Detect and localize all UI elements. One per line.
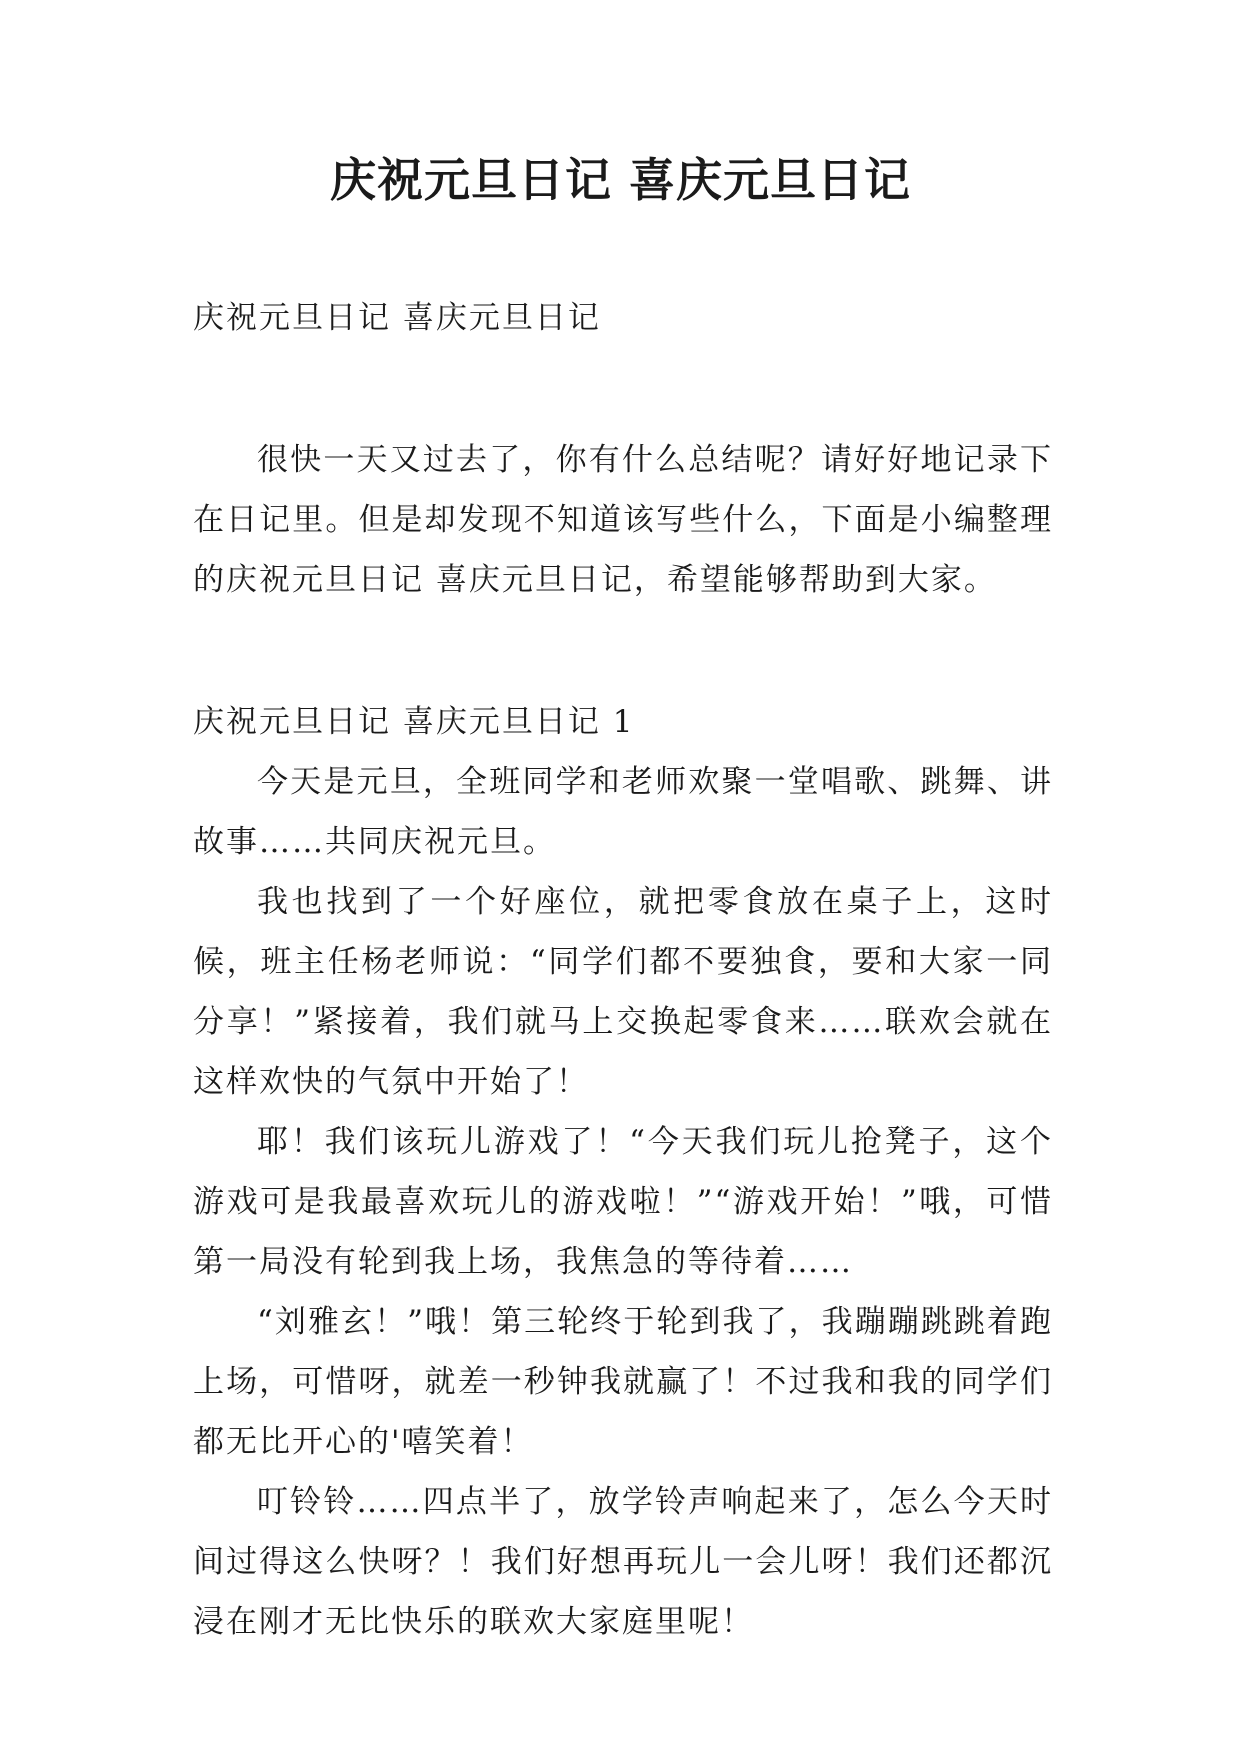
intro-paragraph: 很快一天又过去了，你有什么总结呢？请好好地记录下在日记里。但是却发现不知道该写些什么，下面是小编整理的庆祝元旦日记 喜庆元旦日记，希望能够帮助到大家。: [193, 442, 1053, 598]
diary-paragraph: 我也找到了一个好座位，就把零食放在桌子上，这时候，班主任杨老师说：“同学们都不要独食，要和大家一同分享！”紧接着，我们就马上交换起零食来……联欢会就在这样欢快的气氛中开始了！: [193, 884, 1053, 1100]
document-body: [193, 288, 1053, 1652]
diary-paragraph: 耶！我们该玩儿游戏了！“今天我们玩儿抢凳子，这个游戏可是我最喜欢玩儿的游戏啦！”“游戏开始！”哦，可惜第一局没有轮到我上场，我焦急的等待着……: [193, 1124, 1053, 1280]
diary-paragraph: 叮铃铃……四点半了，放学铃声响起来了，怎么今天时间过得这么快呀？！我们好想再玩儿一会儿呀！我们还都沉浸在刚才无比快乐的联欢大家庭里呢！: [193, 1484, 1053, 1640]
diary-paragraph: “刘雅玄！”哦！第三轮终于轮到我了，我蹦蹦跳跳着跑上场，可惜呀，就差一秒钟我就赢了！不过我和我的同学们都无比开心的'嘻笑着！: [193, 1304, 1053, 1460]
spacer: [193, 348, 1053, 430]
section-heading: 庆祝元旦日记 喜庆元旦日记 1: [193, 704, 635, 740]
spacer: [193, 610, 1053, 692]
diary-paragraph: 今天是元旦，全班同学和老师欢聚一堂唱歌、跳舞、讲故事……共同庆祝元旦。: [193, 764, 1053, 860]
document-title: 庆祝元旦日记 喜庆元旦日记: [329, 153, 911, 207]
document-subtitle: 庆祝元旦日记 喜庆元旦日记: [193, 300, 601, 336]
